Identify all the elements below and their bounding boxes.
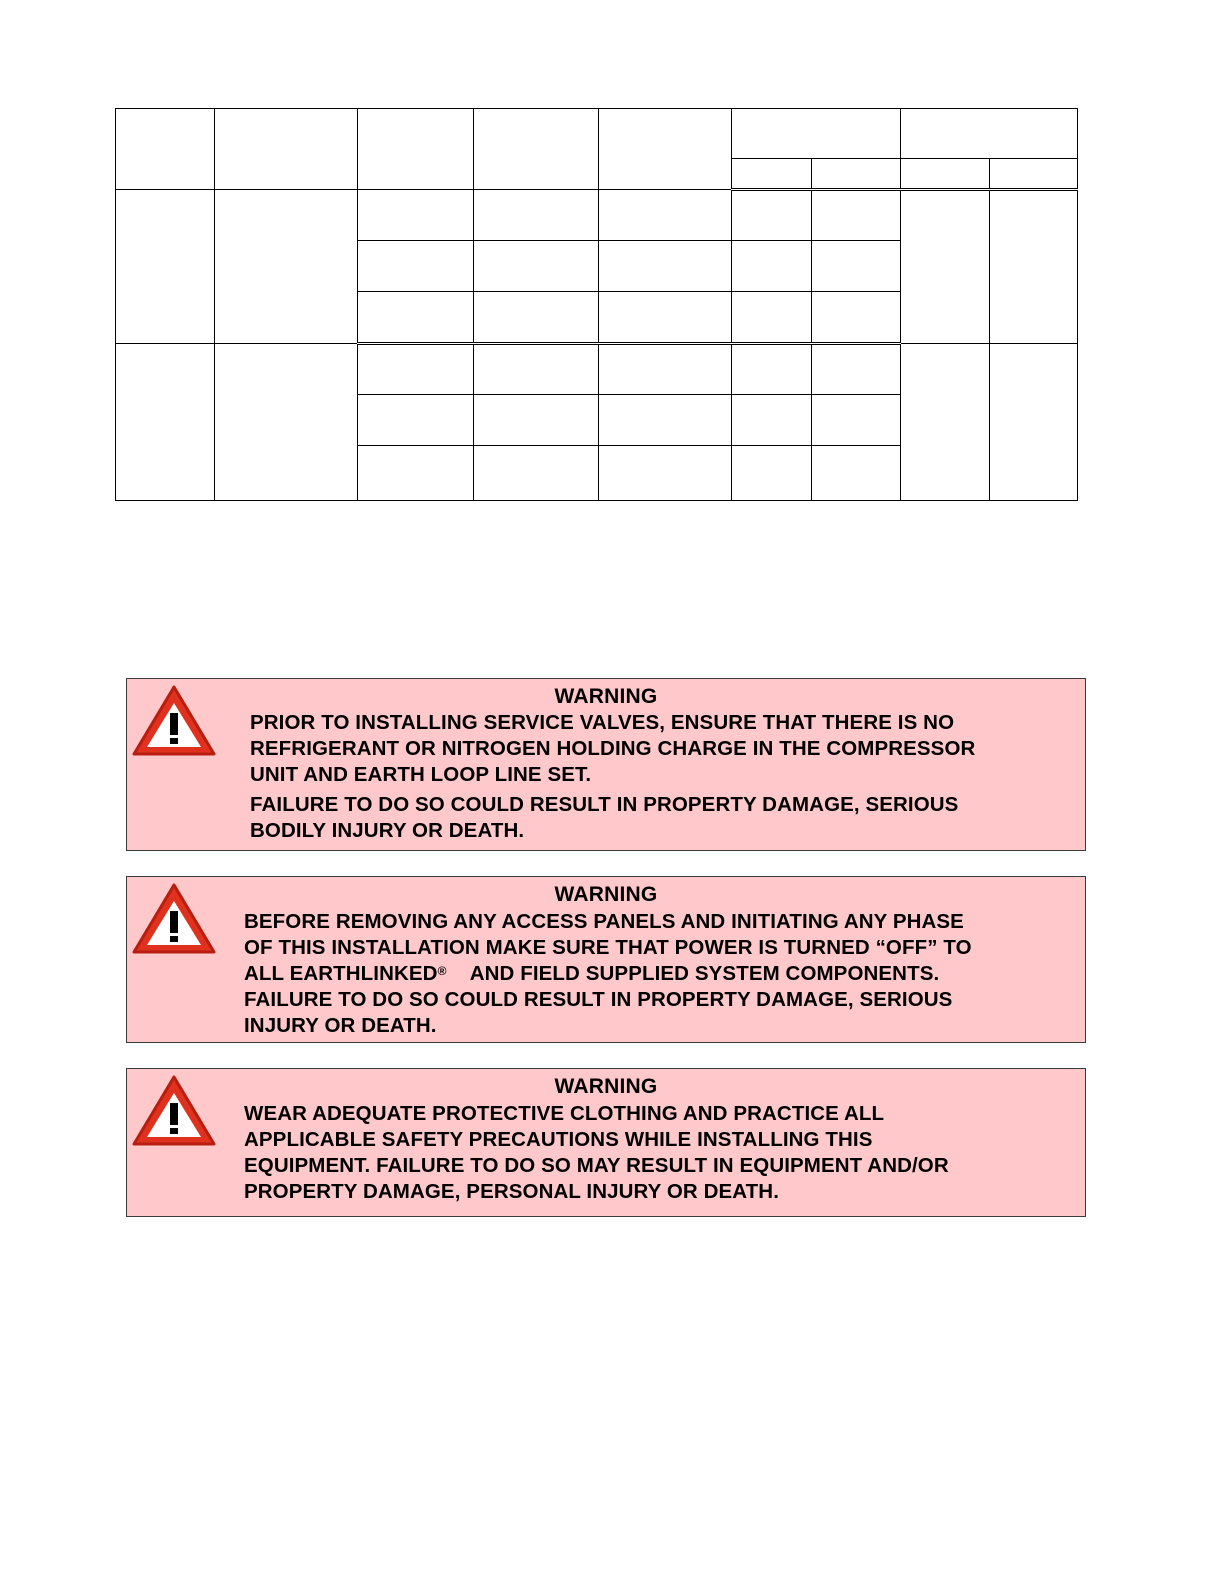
table-cell [732,190,812,241]
header-cell [215,109,358,190]
table-cell [812,445,901,500]
table-cell [215,343,358,500]
table-cell [215,190,358,343]
warning-title: WARNING [554,1075,658,1098]
warning-title: WARNING [554,883,658,906]
header-cell [358,109,474,190]
warning-text [250,710,975,844]
warning-line: REFRIGERANT OR NITROGEN HOLDING CHARGE IN THE COMPRESSOR [250,737,976,760]
table-cell [599,445,732,500]
header-subcell [901,159,990,190]
warning-box-protective-clothing [126,1068,1086,1217]
table-cell [990,190,1078,343]
header-cell [599,109,732,190]
table-cell [358,190,474,241]
header-subcell [990,159,1078,190]
warning-line: PROPERTY DAMAGE, PERSONAL INJURY OR DEATH. [244,1180,779,1203]
warning-line: PRIOR TO INSTALLING SERVICE VALVES, ENSURE THAT THERE IS NO [250,711,955,734]
warning-line: FAILURE TO DO SO COULD RESULT IN PROPERTY DAMAGE, SERIOUS [250,793,959,816]
table-cell [812,394,901,445]
table-cell [732,394,812,445]
table-cell [812,190,901,241]
table-cell [358,445,474,500]
table-cell [474,445,599,500]
table-cell [901,190,990,343]
registered-mark: ® [437,964,447,978]
table-cell [812,292,901,343]
warning-text [244,909,972,1039]
table-cell [732,292,812,343]
warning-line: APPLICABLE SAFETY PRECAUTIONS WHILE INSTALLING THIS [244,1128,873,1151]
warning-line: FAILURE TO DO SO COULD RESULT IN PROPERTY DAMAGE, SERIOUS [244,988,953,1011]
warning-line: WEAR ADEQUATE PROTECTIVE CLOTHING AND PRACTICE ALL [244,1102,885,1125]
table-cell [732,241,812,292]
table-cell [474,343,599,394]
header-cell [474,109,599,190]
warning-line: BODILY INJURY OR DEATH. [250,819,525,842]
table-cell [474,292,599,343]
header-subcell [812,159,901,190]
header-cell [116,109,215,190]
header-group-cell [732,109,901,159]
specification-table [115,108,1078,501]
header-group-cell [901,109,1078,159]
table-cell [474,394,599,445]
table-cell [599,394,732,445]
warning-line: BEFORE REMOVING ANY ACCESS PANELS AND INITIATING ANY PHASE [244,910,964,933]
warning-line: INJURY OR DEATH. [244,1014,437,1037]
table-cell [599,190,732,241]
header-subcell [732,159,812,190]
table-cell [358,394,474,445]
warning-line: ALL EARTHLINKED® AND FIELD SUPPLIED SYSTEM COMPONENTS. [244,962,940,985]
table-cell [599,292,732,343]
warning-text [244,1101,949,1205]
table-cell [358,343,474,394]
table-cell [599,241,732,292]
table-cell [732,343,812,394]
table-cell [358,241,474,292]
table-cell [732,445,812,500]
table-cell [599,343,732,394]
warning-box-service-valves [126,678,1086,851]
table-cell [474,241,599,292]
table-cell [358,292,474,343]
warning-box-power-off [126,876,1086,1043]
table-cell [474,190,599,241]
warning-line: UNIT AND EARTH LOOP LINE SET. [250,763,592,786]
warning-line: EQUIPMENT. FAILURE TO DO SO MAY RESULT IN EQUIPMENT AND/OR [244,1154,949,1177]
table-cell [116,343,215,500]
table-cell [116,190,215,343]
table-cell [812,343,901,394]
table-cell [901,343,990,500]
warning-line: OF THIS INSTALLATION MAKE SURE THAT POWER IS TURNED “OFF” TO [244,936,972,959]
warning-title: WARNING [554,685,658,708]
table-cell [812,241,901,292]
table-cell [990,343,1078,500]
